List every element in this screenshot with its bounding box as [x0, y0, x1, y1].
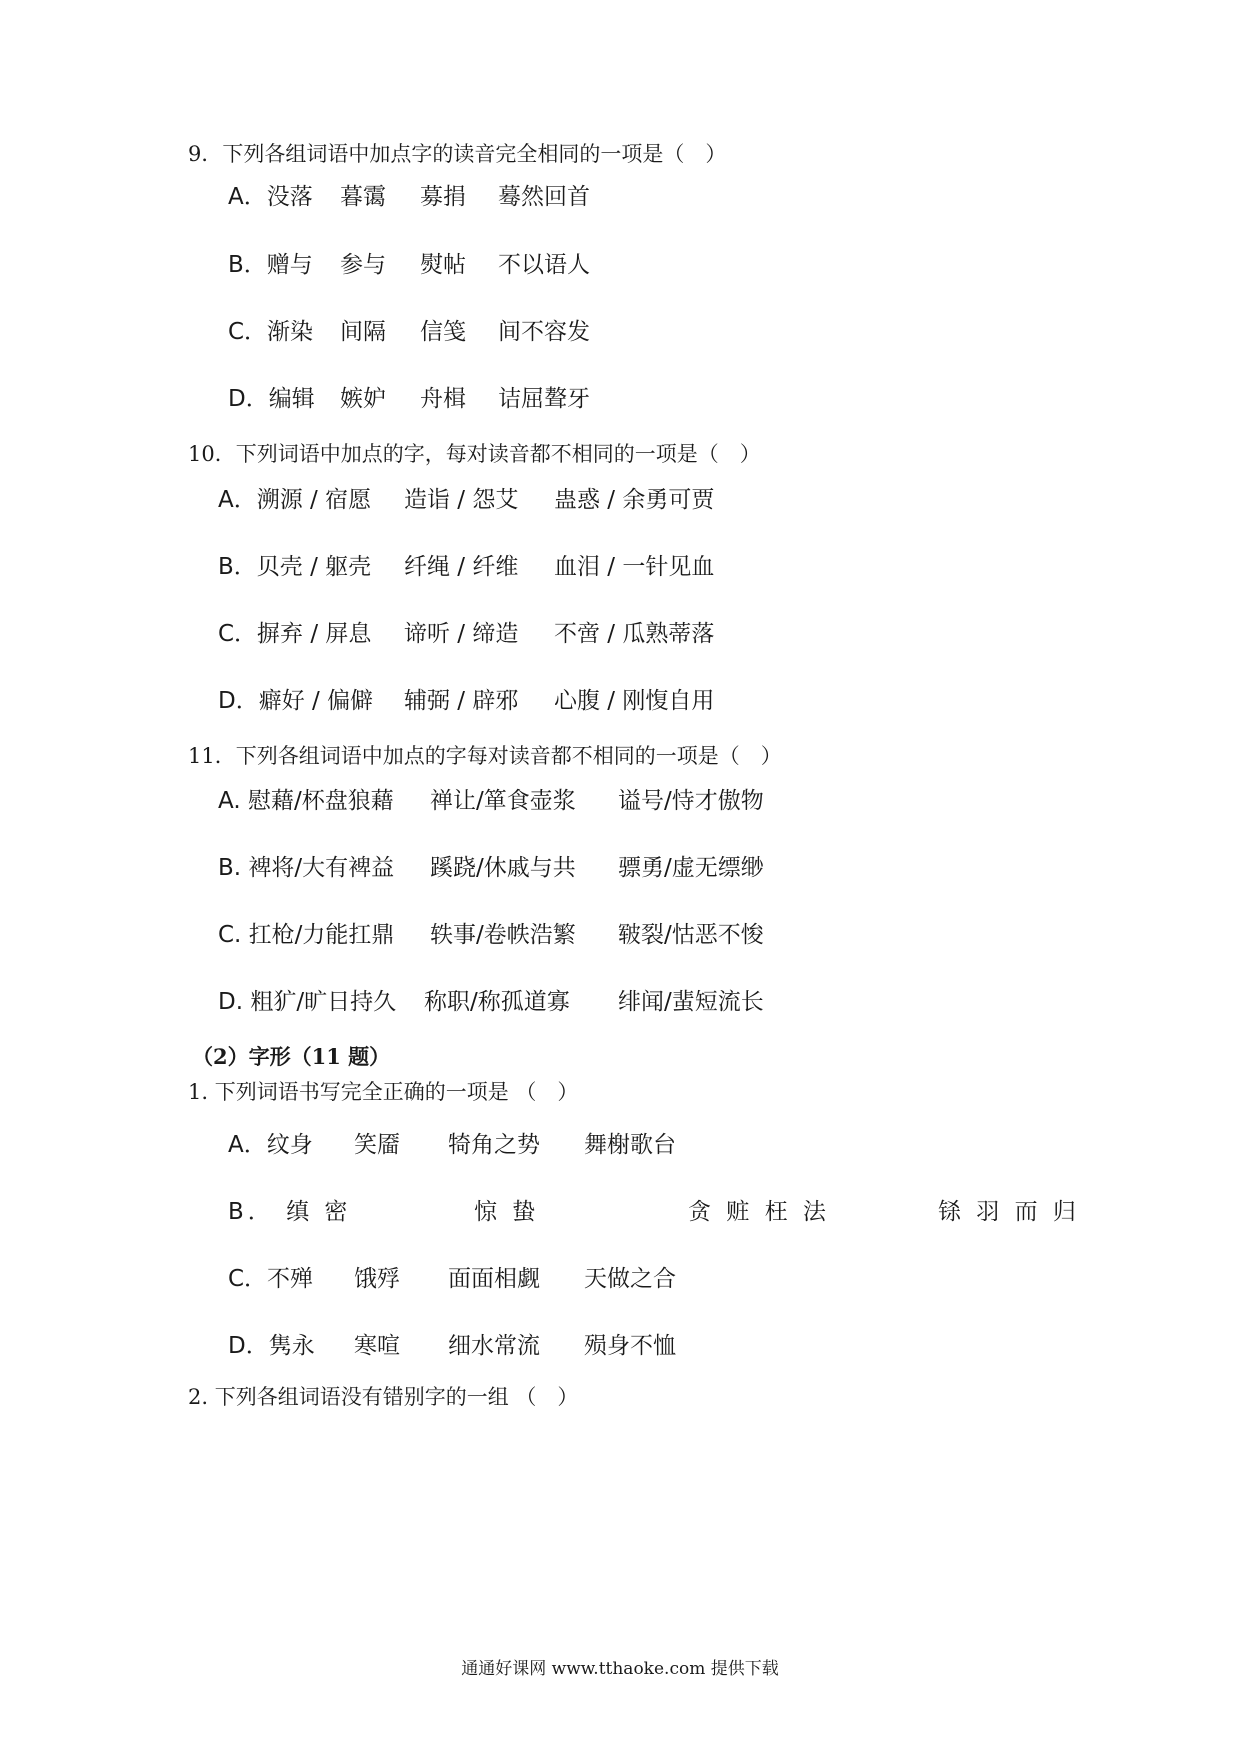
option-term: A．溯源 / 宿愿 — [218, 487, 372, 513]
option-term: 皲裂/怙恶不悛 — [618, 922, 764, 948]
option-term: 天做之合 — [584, 1266, 676, 1292]
option-term: 惊 蛰 — [474, 1199, 540, 1225]
section-title: （2）字形（11 题） — [192, 1044, 391, 1069]
page-footer: 通通好课网 www.tthaoke.com 提供下载 — [461, 1659, 779, 1679]
option-term: A．纹身 — [228, 1132, 313, 1158]
option-term: 熨帖 — [420, 252, 466, 278]
option-term: 参与 — [340, 252, 386, 278]
option-term: 殒身不恤 — [584, 1333, 676, 1359]
option-term: C. 扛枪/力能扛鼎 — [218, 922, 395, 948]
option-term: 寒喧 — [354, 1333, 400, 1359]
section2-question-1-stem: 1. 下列词语书写完全正确的一项是 （ ） — [188, 1080, 579, 1104]
option-term: 谛听 / 缔造 — [404, 621, 519, 647]
option-term: 诘屈聱牙 — [498, 386, 590, 412]
option-term: 募捐 — [420, 184, 466, 210]
option-term: D. 粗犷/旷日持久 — [218, 989, 397, 1015]
option-term: B．贝壳 / 躯壳 — [218, 554, 372, 580]
option-term: 笑靥 — [354, 1132, 400, 1158]
option-term: 饿殍 — [354, 1266, 400, 1292]
option-term: 嫉妒 — [340, 386, 386, 412]
option-term: 辅弼 / 辟邪 — [404, 688, 519, 714]
option-term: 称职/称孤道寡 — [424, 989, 570, 1015]
option-term: B． 缜 密 — [228, 1199, 352, 1225]
option-term: C．摒弃 / 屏息 — [218, 621, 372, 647]
option-term: 禅让/箪食壶浆 — [430, 788, 576, 814]
option-term: A. 慰藉/杯盘狼藉 — [218, 788, 394, 814]
option-term: 舞榭歌台 — [584, 1132, 676, 1158]
option-term: A．没落 — [228, 184, 313, 210]
option-term: 骠勇/虚无缥缈 — [618, 855, 764, 881]
option-term: D．隽永 — [228, 1333, 315, 1359]
question-10-stem: 10．下列词语中加点的字，每对读音都不相同的一项是（ ） — [188, 442, 761, 466]
question-11-stem: 11．下列各组词语中加点的字每对读音都不相同的一项是（ ） — [188, 744, 782, 768]
option-term: 舟楫 — [420, 386, 466, 412]
section2-question-2-stem: 2. 下列各组词语没有错别字的一组 （ ） — [188, 1385, 579, 1409]
option-term: 不啻 / 瓜熟蒂落 — [554, 621, 715, 647]
option-term: 造诣 / 怨艾 — [404, 487, 519, 513]
option-term: 间隔 — [340, 319, 386, 345]
question-9-stem: 9．下列各组词语中加点字的读音完全相同的一项是（ ） — [188, 142, 727, 166]
option-term: D．癖好 / 偏僻 — [218, 688, 374, 714]
option-term: 细水常流 — [448, 1333, 540, 1359]
option-term: 犄角之势 — [448, 1132, 540, 1158]
option-term: 信笺 — [420, 319, 466, 345]
option-term: 轶事/卷帙浩繁 — [430, 922, 576, 948]
option-term: 蹊跷/休戚与共 — [430, 855, 576, 881]
option-term: 暮霭 — [340, 184, 386, 210]
option-term: 铩 羽 而 归 — [938, 1199, 1080, 1225]
option-term: 面面相觑 — [448, 1266, 540, 1292]
option-term: 心腹 / 刚愎自用 — [554, 688, 715, 714]
option-term: 贪 赃 枉 法 — [688, 1199, 830, 1225]
option-term: 间不容发 — [498, 319, 590, 345]
option-term: B．赠与 — [228, 252, 313, 278]
option-term: 谥号/恃才傲物 — [618, 788, 764, 814]
option-term: 血泪 / 一针见血 — [554, 554, 715, 580]
option-term: 蓦然回首 — [498, 184, 590, 210]
option-term: 纤绳 / 纤维 — [404, 554, 519, 580]
option-term: D．编辑 — [228, 386, 315, 412]
option-term: 不以语人 — [498, 252, 590, 278]
option-term: C．不殚 — [228, 1266, 314, 1292]
option-term: C．渐染 — [228, 319, 314, 345]
option-term: 蛊惑 / 余勇可贾 — [554, 487, 715, 513]
option-term: B. 裨将/大有裨益 — [218, 855, 395, 881]
option-term: 绯闻/蜚短流长 — [618, 989, 764, 1015]
